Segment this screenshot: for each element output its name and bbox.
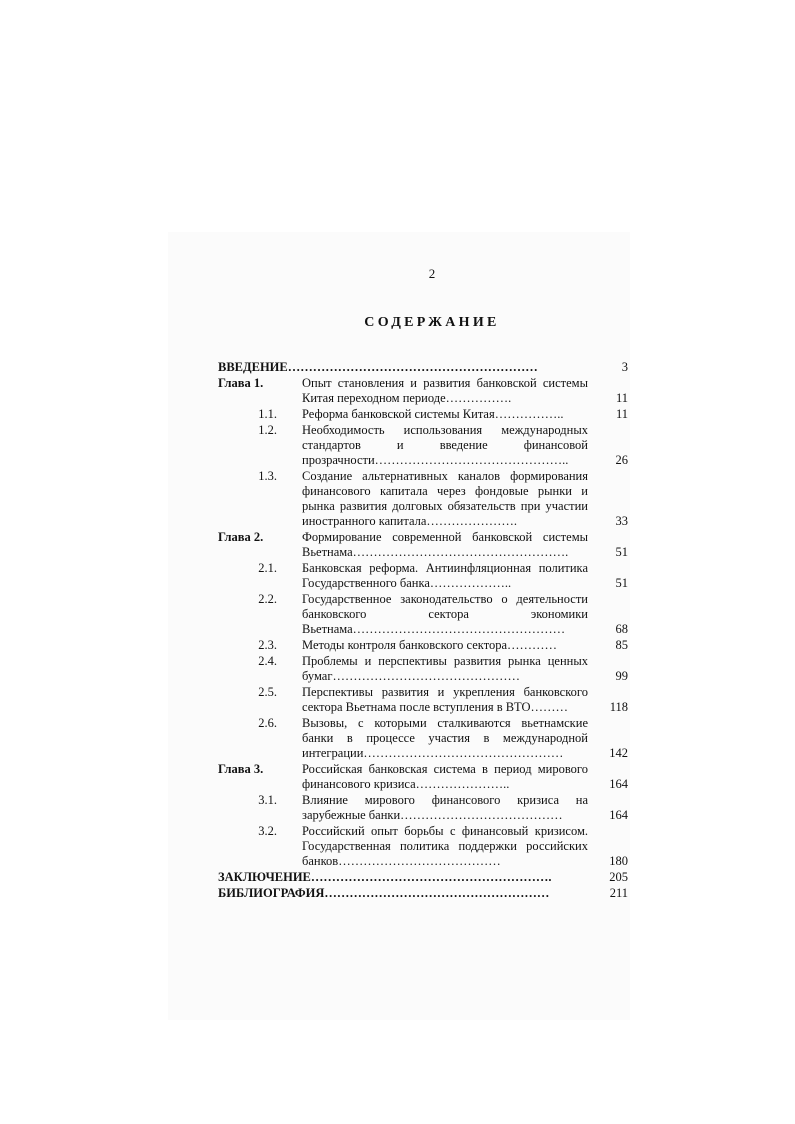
toc-entry-text: Опыт становления и развития банковской системы Китая переходном периоде……………. — [302, 376, 588, 405]
page-number: 2 — [428, 266, 436, 281]
toc-chapter-label: Глава 3. — [218, 762, 264, 776]
toc-page-number: 51 — [615, 545, 628, 559]
toc-section-number: 1.2. — [258, 423, 277, 437]
toc-entry-section-2-6[interactable] — [218, 716, 628, 761]
toc-entry-section-1-2[interactable] — [218, 423, 628, 468]
toc-section-number: 2.2. — [258, 592, 277, 606]
toc-page-number: 164 — [609, 777, 628, 791]
toc-page-number: 205 — [609, 870, 628, 884]
toc-entry-introduction[interactable] — [218, 360, 628, 375]
toc-entry-bibliography[interactable] — [218, 886, 628, 901]
toc-entry-text: Формирование современной банковской системы Вьетнама……………………………………………. — [302, 530, 588, 559]
toc-section-number: 2.1. — [258, 561, 277, 575]
toc-entry-section-3-2[interactable] — [218, 824, 628, 869]
toc-section-number: 3.1. — [258, 793, 277, 807]
toc-page-number: 11 — [615, 407, 628, 421]
toc-page-number: 51 — [615, 576, 628, 590]
toc-page-number: 33 — [615, 514, 628, 528]
table-of-contents — [218, 360, 628, 902]
toc-entry-text: Российская банковская система в период мирового финансового кризиса………………….. — [302, 762, 588, 791]
toc-entry-chapter-2[interactable] — [218, 530, 628, 560]
toc-entry-text: Влияние мирового финансового кризиса на зарубежные банки………………………………… — [302, 793, 588, 822]
toc-page-number: 211 — [609, 886, 628, 900]
toc-entry-text: Государственное законодательство о деятельности банковского сектора экономики Вьетнама…………………………………………… — [302, 592, 588, 636]
toc-page-number: 26 — [615, 453, 628, 467]
page-title: СОДЕРЖАНИЕ — [364, 315, 500, 330]
toc-entry-text: Методы контроля банковского сектора………… — [302, 638, 558, 652]
toc-section-number: 1.1. — [258, 407, 277, 421]
toc-entry-section-2-1[interactable] — [218, 561, 628, 591]
toc-entry-section-1-1[interactable] — [218, 407, 628, 422]
toc-entry-section-2-3[interactable] — [218, 638, 628, 653]
toc-section-number: 2.4. — [258, 654, 277, 668]
toc-entry-chapter-1[interactable] — [218, 376, 628, 406]
toc-entry-text: ВВЕДЕНИЕ…………………………………………………… — [218, 360, 538, 374]
toc-section-number: 3.2. — [258, 824, 277, 838]
toc-page-number: 118 — [609, 700, 628, 714]
toc-page-number: 85 — [615, 638, 628, 652]
toc-entry-section-2-4[interactable] — [218, 654, 628, 684]
toc-page-number: 180 — [609, 854, 628, 868]
toc-page-number: 142 — [609, 746, 628, 760]
toc-entry-conclusion[interactable] — [218, 870, 628, 885]
toc-section-number: 2.6. — [258, 716, 277, 730]
toc-section-number: 2.3. — [258, 638, 277, 652]
toc-entry-text: Банковская реформа. Антиинфляционная политика Государственного банка……………….. — [302, 561, 588, 590]
toc-page-number: 11 — [615, 391, 628, 405]
toc-entry-section-3-1[interactable] — [218, 793, 628, 823]
toc-page-number: 68 — [615, 622, 628, 636]
toc-entry-text: БИБЛИОГРАФИЯ……………………………………………… — [218, 886, 550, 900]
toc-entry-text: Вызовы, с которыми сталкиваются вьетнамские банки в процессе участия в международной интеграции………………………………………… — [302, 716, 588, 760]
toc-entry-text: ЗАКЛЮЧЕНИЕ…………………………………………………. — [218, 870, 552, 884]
toc-entry-text: Перспективы развития и укрепления банковского сектора Вьетнама после вступления в ВТО……… — [302, 685, 588, 714]
toc-entry-text: Необходимость использования международных стандартов и введение финансовой прозрачности……………………………………….. — [302, 423, 588, 467]
toc-page-number: 3 — [621, 360, 628, 374]
toc-page-number: 99 — [615, 669, 628, 683]
toc-entry-chapter-3[interactable] — [218, 762, 628, 792]
toc-entry-text: Реформа банковской системы Китая…………….. — [302, 407, 564, 421]
toc-section-number: 2.5. — [258, 685, 277, 699]
toc-entry-text: Создание альтернативных каналов формирования финансового капитала через фондовые рынки и рынка развития долговых обязательств при участии иностранного капитала…………………. — [302, 469, 588, 528]
toc-entry-section-1-3[interactable] — [218, 469, 628, 529]
toc-entry-text: Проблемы и перспективы развития рынка ценных бумаг……………………………………… — [302, 654, 588, 683]
toc-chapter-label: Глава 2. — [218, 530, 264, 544]
toc-entry-section-2-5[interactable] — [218, 685, 628, 715]
toc-entry-section-2-2[interactable] — [218, 592, 628, 637]
toc-chapter-label: Глава 1. — [218, 376, 264, 390]
toc-page-number: 164 — [609, 808, 628, 822]
toc-entry-text: Российский опыт борьбы с финансовый кризисом. Государственная политика поддержки российских банков………………………………… — [302, 824, 588, 868]
toc-section-number: 1.3. — [258, 469, 277, 483]
